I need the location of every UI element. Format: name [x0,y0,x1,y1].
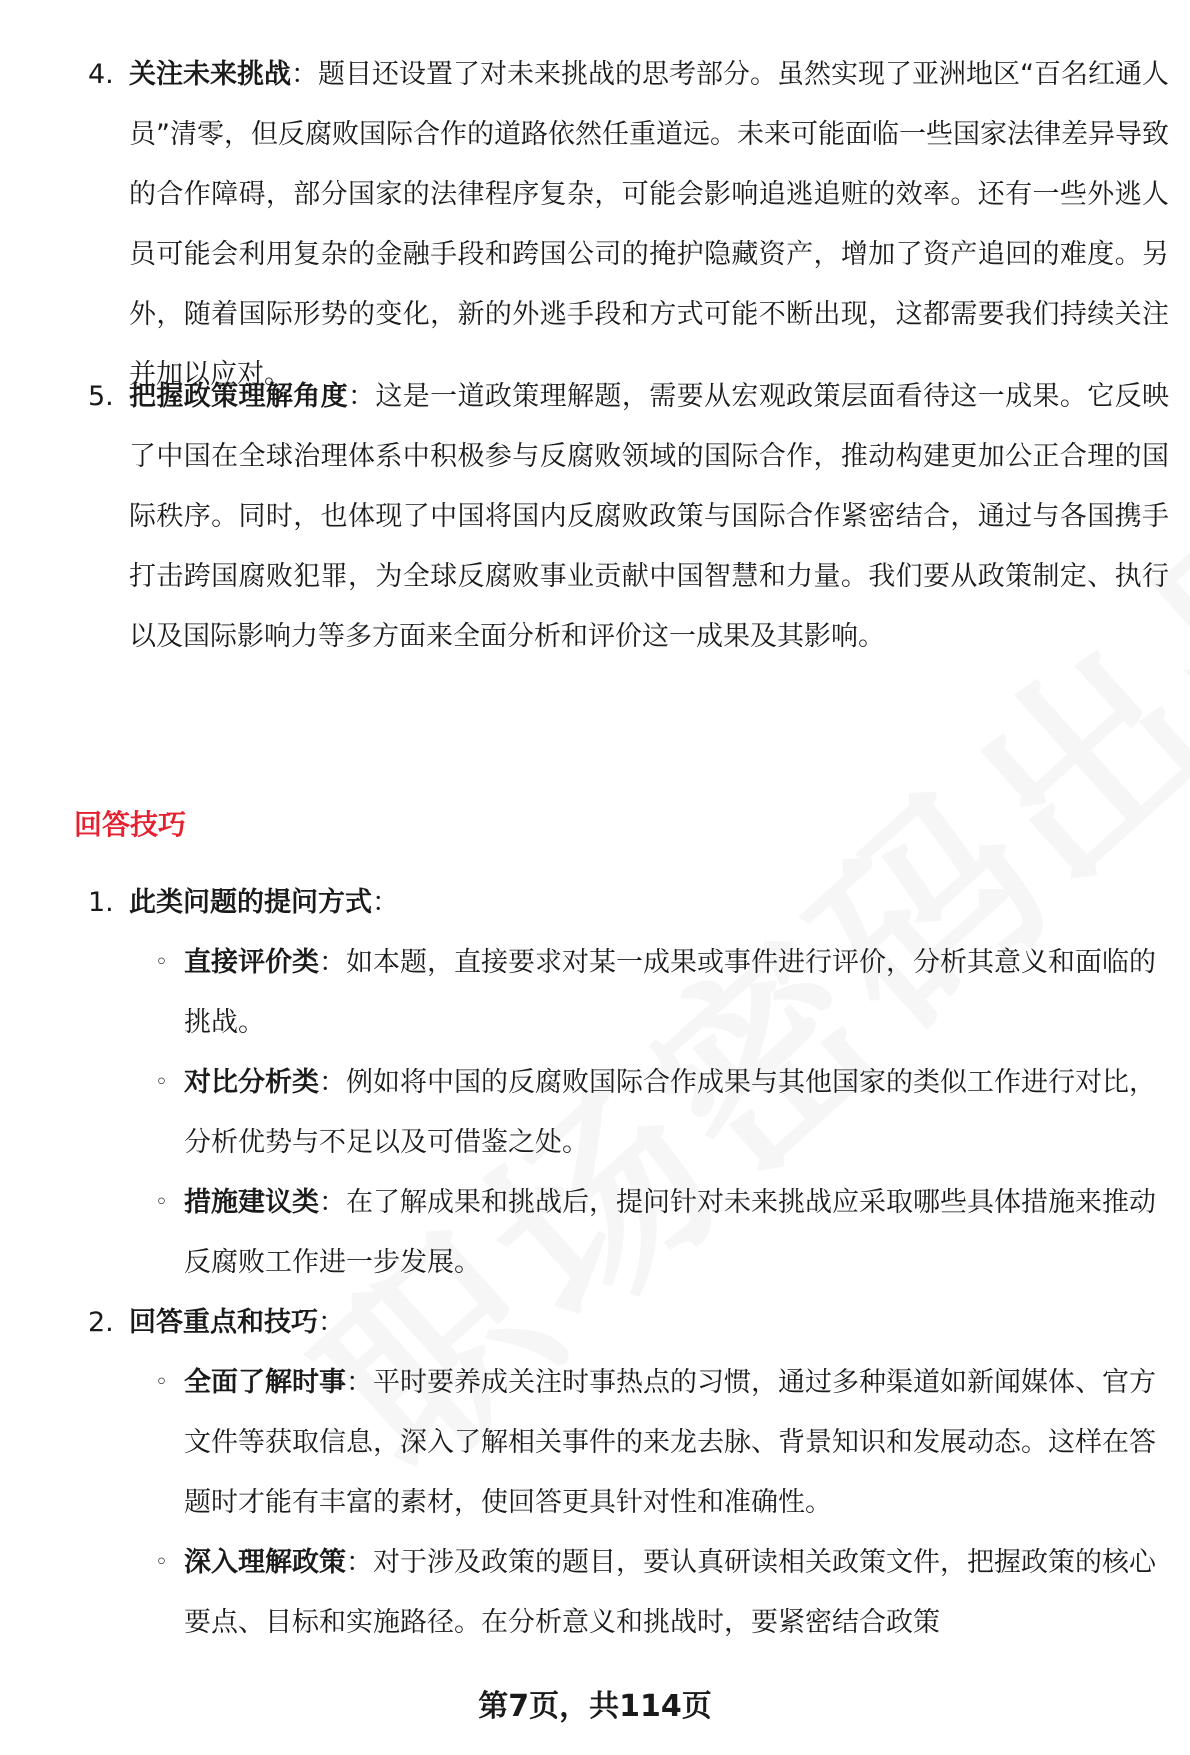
bullet-icon: ◦ [155,1070,168,1095]
sub-item-text: ：对于涉及政策的题目，要认真研读相关政策文件，把握政策的核心要点、目标和实施路径。在分析意义和挑战时，要紧密结合政策 [184,1547,1156,1638]
sub-item-text: ：平时要养成关注时事热点的习惯，通过多种渠道如新闻媒体、官方文件等获取信息，深入了解相关事件的来龙去脉、背景知识和发展动态。这样在答题时才能有丰富的素材，使回答更具针对性和准确性。 [184,1367,1156,1518]
list-number: 4. [88,59,114,90]
section-heading: 回答技巧 [74,808,187,841]
sub-item-title: 深入理解政策 [184,1547,346,1578]
list-number: 2. [88,1307,114,1338]
sub-item-text: ：例如将中国的反腐败国际合作成果与其他国家的类似工作进行对比，分析优势与不足以及可借鉴之处。 [184,1067,1156,1158]
list-item-text: ： [318,1307,345,1338]
list-item-title: 把握政策理解角度 [129,381,349,412]
sub-item-body [184,933,1156,1053]
sub-item-title: 全面了解时事 [184,1367,346,1398]
list-item-title: 关注未来挑战 [129,59,291,90]
sub-item-body [184,1533,1156,1653]
sub-item-text: ：如本题，直接要求对某一成果或事件进行评价，分析其意义和面临的挑战。 [184,947,1156,1038]
list-item-body [129,1293,1169,1353]
list-item-body [129,45,1169,405]
list-item-body [129,873,1169,933]
list-item-title: 回答重点和技巧 [129,1307,318,1338]
list-number: 1. [88,887,114,918]
list-item-body [129,367,1169,667]
sub-item-body [184,1353,1156,1533]
list-number: 5. [88,381,114,412]
sub-item-title: 措施建议类 [184,1187,319,1218]
list-item-text: ： [372,887,399,918]
list-item-text: ：这是一道政策理解题，需要从宏观政策层面看待这一成果。它反映了中国在全球治理体系中积极参与反腐败领域的国际合作，推动构建更加公正合理的国际秩序。同时，也体现了中国将国内反腐败政策与国际合作紧密结合，通过与各国携手打击跨国腐败犯罪，为全球反腐败事业贡献中国智慧和力量。我们要从政策制定、执行以及国际影响力等多方面来全面分析和评价这一成果及其影响。 [129,381,1170,652]
sub-item-body [184,1173,1156,1293]
list-item-text: ：题目还设置了对未来挑战的思考部分。虽然实现了亚洲地区“百名红通人员”清零，但反腐败国际合作的道路依然任重道远。未来可能面临一些国家法律差异导致的合作障碍，部分国家的法律程序复杂，可能会影响追逃追赃的效率。还有一些外逃人员可能会利用复杂的金融手段和跨国公司的掩护隐藏资产，增加了资产追回的难度。另外，随着国际形势的变化，新的外逃手段和方式可能不断出现，这都需要我们持续关注并加以应对。 [129,59,1169,390]
bullet-icon: ◦ [155,1550,168,1575]
bullet-icon: ◦ [155,1370,168,1395]
bullet-icon: ◦ [155,950,168,975]
list-item-title: 此类问题的提问方式 [129,887,372,918]
bullet-icon: ◦ [155,1190,168,1215]
sub-item-text: ：在了解成果和挑战后，提问针对未来挑战应采取哪些具体措施来推动反腐败工作进一步发展。 [184,1187,1156,1278]
sub-item-body [184,1053,1156,1173]
page-number-footer: 第7页，共114页 [478,1689,712,1724]
sub-item-title: 对比分析类 [184,1067,319,1098]
sub-item-title: 直接评价类 [184,947,319,978]
